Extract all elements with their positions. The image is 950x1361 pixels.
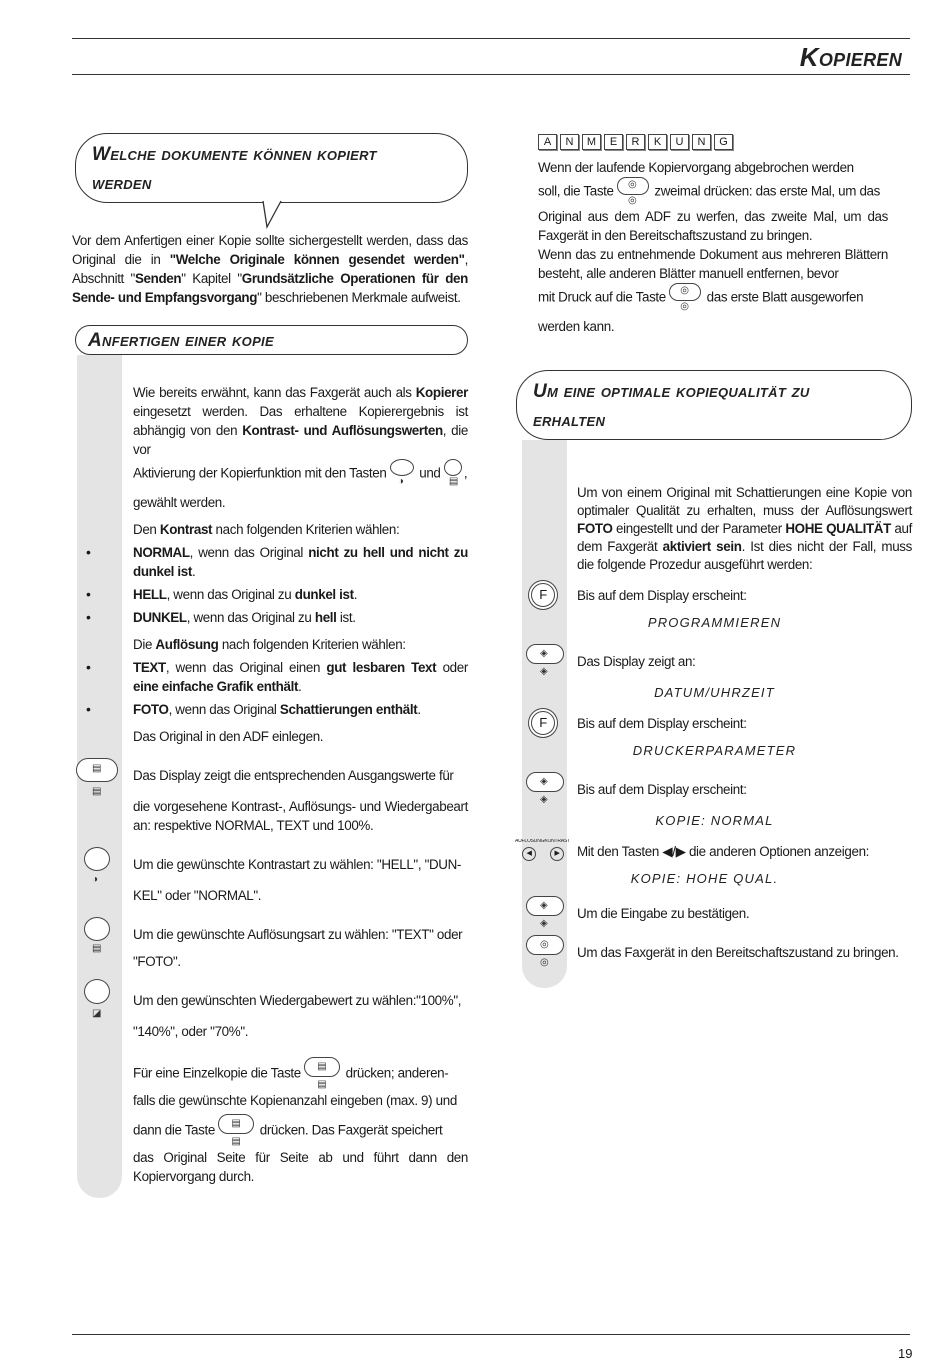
copy-key-icon: ▤ ▤ bbox=[76, 758, 122, 802]
text-segment: Kopierer bbox=[415, 385, 468, 400]
bubble-section3 bbox=[516, 370, 912, 440]
stop-key-icon: ◎ ◎ bbox=[617, 177, 651, 207]
left-column bbox=[72, 133, 468, 1198]
bubble-section1 bbox=[75, 133, 468, 203]
title-line: Um eine optimale kopiequalität zu bbox=[533, 381, 810, 402]
contrast-key-icon: ◑ bbox=[390, 459, 416, 489]
bullet-text bbox=[133, 610, 356, 625]
bullet-item bbox=[86, 543, 468, 581]
text-segment: eingesetzt werden. Das erhaltene Kopierergebnis ist abhängig von den bbox=[133, 404, 468, 438]
left-arrow-key-icon: ◀ bbox=[522, 847, 536, 861]
right-arrow-key-icon: ▶ bbox=[550, 847, 564, 861]
bullet-text bbox=[133, 587, 357, 602]
note-line: Wenn das zu entnehmende Dokument aus mehreren Blättern besteht, alle anderen Blätter manuell entfernen, bevor bbox=[538, 247, 888, 281]
text: dann die Taste bbox=[133, 1122, 215, 1138]
text-segment: aktiviert sein bbox=[662, 539, 742, 554]
step-text: Um die gewünschte Auflösungsart zu wählen: "TEXT" oder bbox=[133, 927, 463, 942]
text-segment: DUNKEL bbox=[133, 610, 187, 625]
text: drücken. Das Faxgerät speichert bbox=[259, 1122, 443, 1138]
text-segment: Vor dem Anfertigen einer Kopie sollte sichergestellt werden, dass das Original die in bbox=[72, 233, 468, 267]
step-text: Um die Eingabe zu bestätigen. bbox=[577, 906, 750, 921]
note-line: Wenn der laufende Kopiervorgang abgebrochen werden bbox=[538, 160, 854, 175]
para bbox=[133, 520, 468, 539]
note-letter-box: N bbox=[692, 134, 711, 150]
step bbox=[540, 776, 912, 805]
bullet: • bbox=[86, 609, 91, 625]
text-segment: , wenn das Original bbox=[189, 545, 309, 560]
bubble-tail bbox=[262, 201, 284, 228]
text-segment: , die vor bbox=[133, 423, 469, 457]
para-line bbox=[133, 459, 468, 489]
note-letter-box: A bbox=[538, 134, 557, 150]
header-rule bbox=[72, 74, 910, 75]
step-text: Bis auf dem Display erscheint: bbox=[577, 716, 747, 731]
text-segment: Auflösung bbox=[155, 637, 219, 652]
text-segment: . bbox=[417, 702, 421, 717]
note-letter-box: E bbox=[604, 134, 623, 150]
title-line: erhalten bbox=[533, 410, 606, 431]
copy-key-icon: ▤ ▤ bbox=[304, 1057, 342, 1091]
text-segment: , wenn das Original zu bbox=[186, 610, 315, 625]
bullet-item bbox=[86, 700, 468, 719]
text-segment: Senden bbox=[134, 271, 182, 286]
text-segment: dunkel ist bbox=[294, 587, 354, 602]
text-segment: Schattierungen enthält bbox=[279, 702, 418, 717]
bullet-text bbox=[133, 660, 468, 694]
text-segment: "Welche Originale können gesendet werden" bbox=[169, 252, 465, 267]
text-segment: Um von einem Original mit Schattierungen eine Kopie von optimaler Qualität zu erhalten, muss der Auflösungswert bbox=[577, 485, 912, 518]
bullet-item bbox=[86, 585, 468, 604]
section2-title: Anfertigen einer kopie bbox=[88, 330, 274, 351]
stop-key-icon: ◎ ◎ bbox=[669, 283, 703, 313]
text-segment: , wenn das Original bbox=[168, 702, 280, 717]
text: zweimal drücken: das erste Mal, um das bbox=[654, 183, 880, 199]
zoom-key-icon: ◪ bbox=[84, 979, 114, 1021]
step-text: falls die gewünschte Kopienanzahl eingeben (max. 9) und bbox=[133, 1093, 457, 1108]
text: und bbox=[419, 465, 441, 481]
text-segment: Wie bereits erwähnt, kann das Faxgerät auch als bbox=[133, 385, 416, 400]
display-text: KOPIE: HOHE QUAL. bbox=[630, 871, 779, 886]
note-line bbox=[538, 283, 888, 313]
text-segment: auf dem Faxgerät bbox=[577, 521, 913, 554]
section3-block bbox=[516, 440, 912, 988]
text-segment: nach folgenden Kriterien wählen: bbox=[212, 522, 400, 537]
contrast-key-icon: ◑ bbox=[84, 847, 114, 887]
text: drücken; anderen- bbox=[345, 1065, 449, 1081]
step bbox=[539, 586, 912, 605]
display-text: DATUM/UHRZEIT bbox=[654, 685, 775, 700]
step-text: Um die gewünschte Kontrastart zu wählen: "HELL", "DUN- bbox=[133, 857, 462, 872]
text-segment: oder bbox=[436, 660, 468, 675]
copy-key-icon: ▤ ▤ bbox=[218, 1114, 256, 1148]
text-segment: Die bbox=[133, 637, 156, 652]
section2-block bbox=[72, 355, 468, 1198]
ok-key-icon: ◈ ◈ bbox=[526, 896, 566, 932]
note-letter-box: N bbox=[560, 134, 579, 150]
text: soll, die Taste bbox=[538, 183, 614, 199]
section3-title bbox=[533, 377, 891, 435]
text: das erste Blatt ausgeworfen bbox=[706, 289, 864, 305]
text-segment: Grundsätzliche Operationen für den Sende- und Empfangsvorgang bbox=[72, 271, 468, 305]
bullet-item bbox=[86, 608, 468, 627]
step bbox=[92, 925, 468, 971]
text-segment: . Ist dies nicht der Fall, muss die folgende Prozedur ausgeführt werden: bbox=[577, 539, 912, 572]
text-segment: nach folgenden Kriterien wählen: bbox=[218, 637, 406, 652]
text-segment: , wenn das Original zu bbox=[166, 587, 295, 602]
text-segment: . bbox=[298, 679, 302, 694]
step-text: Das Display zeigt an: bbox=[577, 654, 696, 669]
text-segment: . bbox=[353, 587, 358, 602]
step bbox=[539, 714, 912, 733]
step-text: Bis auf dem Display erscheint: bbox=[577, 588, 747, 603]
step-text: Mit den Tasten ◀/▶ die anderen Optionen anzeigen: bbox=[577, 844, 870, 859]
step-text: KEL" oder "NORMAL". bbox=[133, 888, 262, 903]
text-segment: eine einfache Grafik enthält bbox=[133, 679, 299, 694]
text-segment: Kontrast- und Auflösungswerten bbox=[242, 423, 443, 438]
text-segment: gut lesbaren Text bbox=[326, 660, 437, 675]
step bbox=[515, 839, 912, 861]
bullet-item bbox=[86, 658, 468, 696]
note-line bbox=[538, 177, 888, 207]
bullet: • bbox=[86, 544, 91, 560]
note-block bbox=[516, 132, 912, 336]
text: mit Druck auf die Taste bbox=[538, 289, 666, 305]
para-line: gewählt werden. bbox=[133, 495, 226, 510]
key-labels: AUFLÖSUNGKONTRAST bbox=[515, 839, 570, 844]
step-text bbox=[133, 1057, 468, 1091]
text-segment: Den bbox=[133, 522, 160, 537]
display-text: DRUCKERPARAMETER bbox=[632, 743, 797, 758]
step-text: Um das Faxgerät in den Bereitschaftszustand zu bringen. bbox=[577, 945, 899, 960]
text-segment: . bbox=[192, 564, 196, 579]
step bbox=[540, 648, 912, 677]
text-segment: TEXT bbox=[133, 660, 166, 675]
step-text: Das Display zeigt die entsprechenden Ausgangswerte für bbox=[133, 768, 454, 783]
stop-key-icon: ◎ ◎ bbox=[526, 935, 566, 971]
bullet-text bbox=[133, 702, 421, 717]
display-text: PROGRAMMIEREN bbox=[647, 615, 782, 630]
note-letter-box: U bbox=[670, 134, 689, 150]
note-line: werden kann. bbox=[538, 319, 615, 334]
ok-key-icon: ◈ ◈ bbox=[526, 644, 566, 680]
bullet: • bbox=[86, 586, 91, 602]
text-segment: hell bbox=[314, 610, 337, 625]
text-segment: " Kapitel " bbox=[181, 271, 242, 286]
function-key-icon: F bbox=[531, 711, 555, 735]
display-text: KOPIE: NORMAL bbox=[655, 813, 774, 828]
function-key-icon: F bbox=[531, 583, 555, 607]
ok-key-icon: ◈ ◈ bbox=[526, 772, 566, 808]
note-letter-box: R bbox=[626, 134, 645, 150]
section1-body bbox=[72, 231, 468, 307]
text-segment: FOTO bbox=[577, 521, 613, 536]
step-text: "140%", oder "70%". bbox=[133, 1024, 249, 1039]
step-text bbox=[133, 1114, 468, 1148]
text: , bbox=[463, 465, 468, 481]
section1-title bbox=[92, 140, 447, 198]
text-segment: " beschriebenen Merkmale aufweist. bbox=[257, 290, 461, 305]
text-segment: , Abschnitt " bbox=[72, 252, 468, 286]
note-letter-box: M bbox=[582, 134, 601, 150]
resolution-key-icon: ▤ bbox=[84, 917, 114, 957]
page-number: 19 bbox=[898, 1346, 913, 1361]
step bbox=[92, 763, 468, 835]
text-segment: HELL bbox=[133, 587, 167, 602]
resolution-key-icon: ▤ bbox=[444, 459, 464, 489]
text-segment: Kontrast bbox=[159, 522, 213, 537]
step bbox=[92, 855, 468, 905]
para bbox=[133, 383, 468, 459]
step bbox=[540, 939, 912, 968]
step-text: Bis auf dem Display erscheint: bbox=[577, 782, 747, 797]
note-letter-box: G bbox=[714, 134, 733, 150]
text-segment: NORMAL bbox=[133, 545, 190, 560]
text-segment: , wenn das Original einen bbox=[165, 660, 327, 675]
text-segment: ist. bbox=[336, 610, 356, 625]
step-text: Um den gewünschten Wiedergabewert zu wählen:"100%", bbox=[133, 993, 462, 1008]
text: Aktivierung der Kopierfunktion mit den Tasten bbox=[133, 465, 387, 481]
text-segment: nicht zu hell und nicht zu dunkel ist bbox=[133, 545, 468, 579]
bullet: • bbox=[86, 701, 91, 717]
step bbox=[92, 991, 468, 1041]
right-column bbox=[516, 132, 912, 988]
note-letter-box: K bbox=[648, 134, 667, 150]
top-rule bbox=[72, 38, 910, 39]
text-segment: FOTO bbox=[133, 702, 169, 717]
title-line: werden bbox=[92, 173, 152, 194]
step-text: die vorgesehene Kontrast-, Auflösungs- und Wiedergabeart an: respektive NORMAL, TEXT und 100%. bbox=[133, 799, 468, 833]
step bbox=[540, 900, 912, 929]
note-line: Original aus dem ADF zu werfen, das zweite Mal, um das Faxgerät in den Bereitschaftszustand zu bringen. bbox=[538, 209, 888, 243]
footer-rule bbox=[72, 1334, 910, 1335]
note-label bbox=[538, 132, 888, 150]
para bbox=[133, 635, 468, 654]
text-segment: HOHE QUALITÄT bbox=[785, 521, 891, 536]
text: Für eine Einzelkopie die Taste bbox=[133, 1065, 301, 1081]
step-text: "FOTO". bbox=[133, 954, 181, 969]
para bbox=[577, 484, 912, 574]
bullet-text bbox=[133, 545, 468, 579]
text-segment: eingestellt und der Parameter bbox=[612, 521, 786, 536]
page-title: Kopieren bbox=[799, 42, 902, 72]
para: Das Original in den ADF einlegen. bbox=[133, 729, 324, 744]
title-line: Welche dokumente können kopiert bbox=[92, 144, 377, 165]
step-text: das Original Seite für Seite ab und führt dann den Kopiervorgang durch. bbox=[133, 1150, 468, 1184]
bubble-section2 bbox=[75, 325, 468, 355]
bullet: • bbox=[86, 659, 91, 675]
